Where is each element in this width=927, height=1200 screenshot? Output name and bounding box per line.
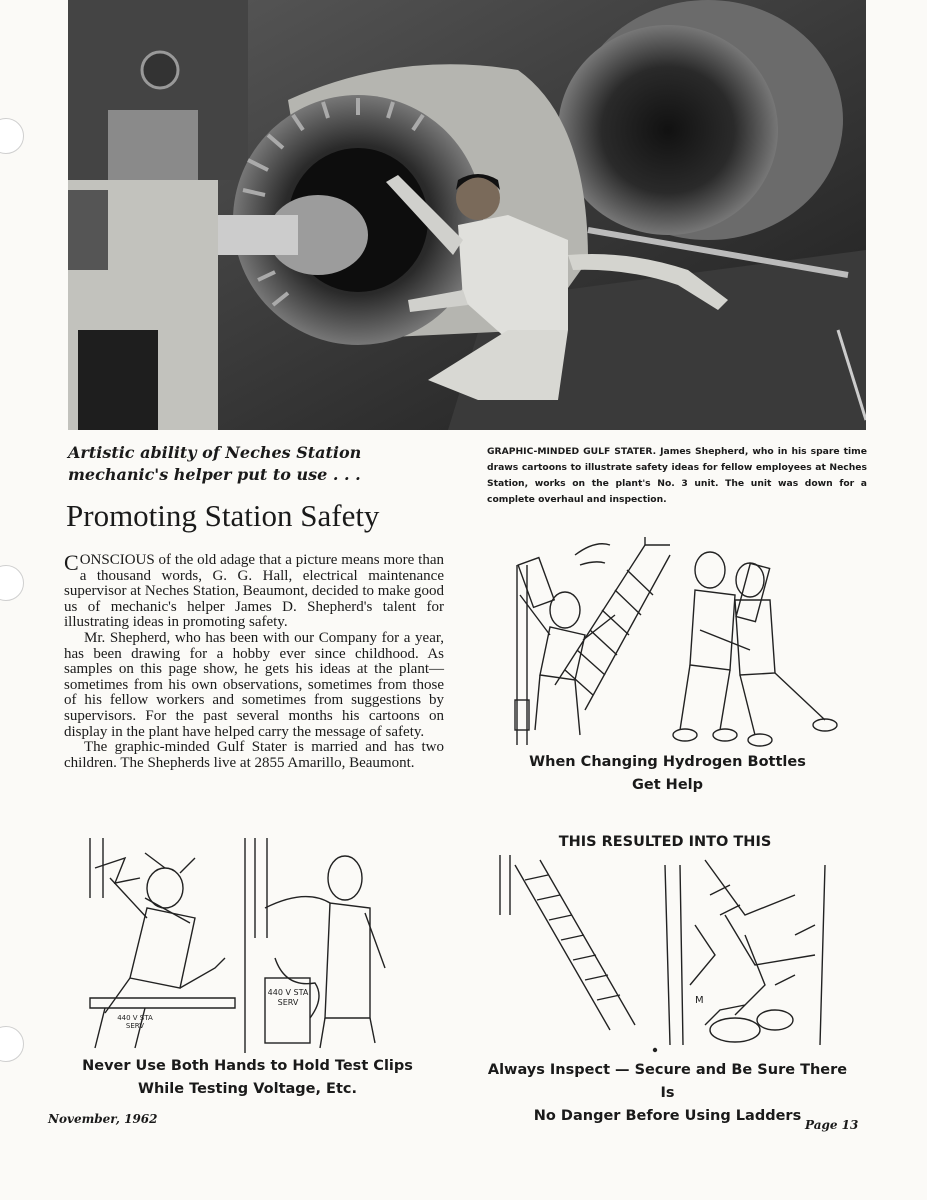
ladder-caption-line-2: No Danger Before Using Ladders — [533, 1108, 802, 1124]
article-paragraph-2: Mr. Shepherd, who has been with our Company for a year, has been drawing for a hobby ever since childhood. As samples on this page show, he gets his ideas at the plant—sometimes from his own observations, sometimes from those of his fellow workers and sometimes from suggestions by supervisors. For the past several months his cartoons on display in the plant have helped carry the message of safety. — [64, 629, 444, 740]
article-paragraph-1 — [64, 550, 444, 631]
article-headline: Promoting Station Safety — [66, 498, 380, 533]
cartoon-test-clips-caption — [70, 1055, 425, 1101]
article-paragraph-3: The graphic-minded Gulf Stater is married and has two children. The Shepherds live at 2855 Amarillo, Beaumont. — [64, 739, 444, 771]
drop-cap: C — [64, 550, 79, 575]
clips-caption-line-1: Never Use Both Hands to Hold Test Clips — [82, 1058, 413, 1074]
caption-left-line-1: Artistic ability of Neches Station — [68, 443, 362, 462]
footer-page-number: Page 13 — [805, 1118, 859, 1132]
cartoon-ladder-heading: THIS RESULTED INTO THIS — [558, 834, 772, 850]
binder-hole-middle — [0, 565, 24, 601]
generator-photo — [68, 0, 866, 430]
ladder-caption-line-1: Always Inspect — Secure and Be Sure There Is — [487, 1062, 848, 1101]
clips-sign-right: 440 V STA SERV — [267, 988, 309, 1007]
cartoon-hydrogen-caption — [495, 751, 840, 797]
footer-date: November, 1962 — [48, 1112, 158, 1126]
caption-left-line-2: mechanic's helper put to use . . . — [68, 465, 361, 484]
article-paragraph-1-text: ONSCIOUS of the old adage that a picture means more than a thousand words, G. G. Hall, electrical maintenance supervisor at Neches Station, Beaumont, decided to make good us of mechanic's helper James D. Shepherd's talent for illustrating ideas in promoting safety. — [64, 552, 444, 631]
article-body — [64, 550, 444, 771]
binder-hole-bottom — [0, 1026, 24, 1062]
hydrogen-caption-line-2: Get Help — [631, 777, 704, 793]
cartoon-ladder — [495, 855, 840, 1055]
photo-caption-left — [68, 442, 388, 486]
binder-hole-top — [0, 118, 24, 154]
clips-sign-left: 440 V STA SERV — [117, 1014, 153, 1030]
photo-caption-right: GRAPHIC-MINDED GULF STATER. James Shepherd, who in his spare time draws cartoons to illustrate safety ideas for fellow employees at Neches Station, works on the plant's No. 3 unit. The unit was down for a complete overhaul and inspection. — [487, 446, 867, 505]
cartoon-hydrogen-bottles — [495, 535, 840, 750]
hydrogen-caption-line-1: When Changing Hydrogen Bottles — [529, 754, 806, 770]
ladder-sign: M — [695, 995, 704, 1006]
cartoon-ladder-caption — [480, 1059, 855, 1128]
cartoon-test-clips — [85, 838, 410, 1053]
clips-caption-line-2: While Testing Voltage, Etc. — [137, 1081, 357, 1097]
